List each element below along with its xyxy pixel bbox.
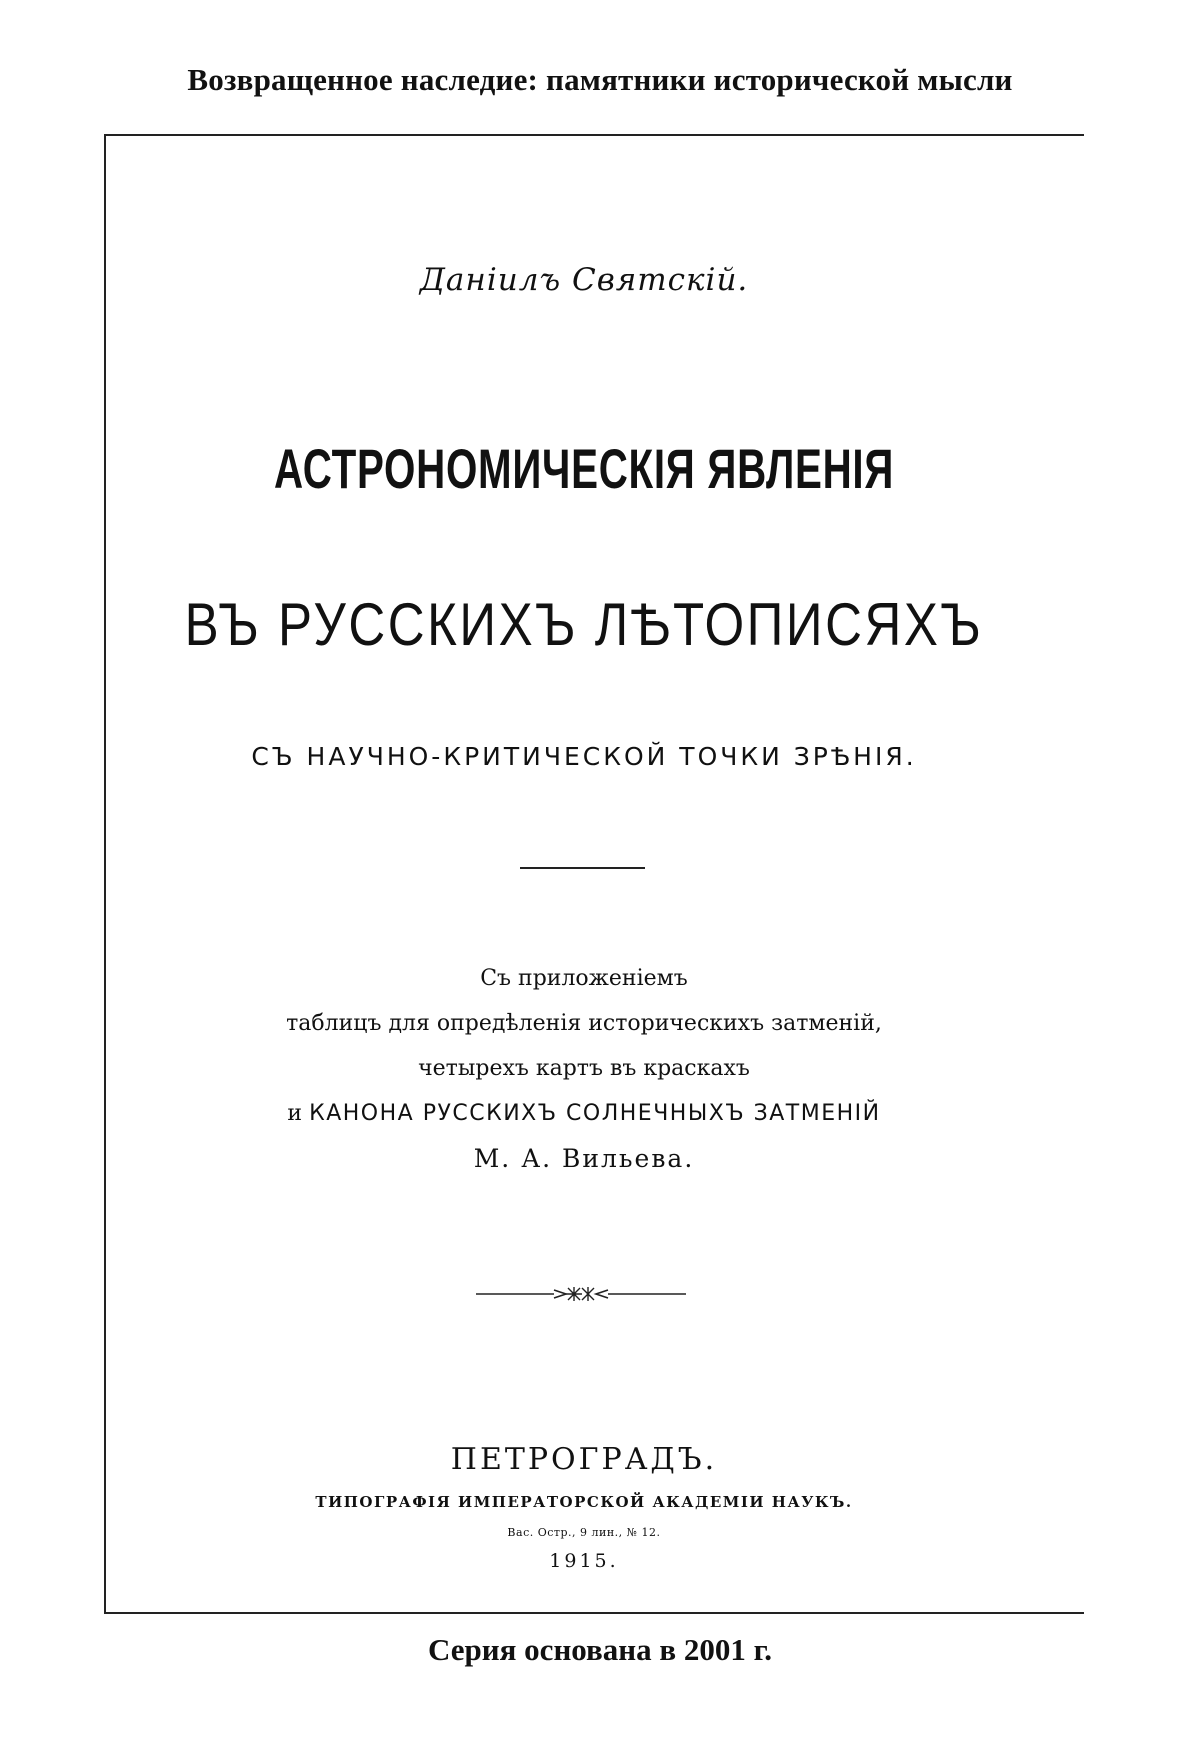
divider-rule xyxy=(520,867,645,869)
appendix-line-2: таблицъ для опредѣленiя историческихъ затменiй, xyxy=(286,1011,882,1036)
imprint-address: Вас. Остр., 9 лин., № 12. xyxy=(507,1526,661,1539)
title-page-frame xyxy=(104,134,1084,1614)
imprint-printer: ТИПОГРАФIЯ ИМПЕРАТОРСКОЙ АКАДЕМIИ НАУКЪ. xyxy=(315,1493,853,1511)
appendix-line-4-prefix: и xyxy=(287,1101,303,1126)
book-title-line-1: АСТРОНОМИЧЕСКIЯ ЯВЛЕНIЯ xyxy=(273,437,895,500)
appendix-line-5: М. А. Вильева. xyxy=(473,1144,695,1173)
imprint-city: ПЕТРОГРАДЪ. xyxy=(450,1442,718,1477)
appendix-line-1: Съ приложенiемъ xyxy=(480,966,688,991)
appendix-line-4 xyxy=(104,1091,1064,1136)
book-title-line-2: ВЪ РУССКИХЪ ЛѢТОПИСЯХЪ xyxy=(184,591,984,658)
appendix-line-3: четырехъ картъ въ краскахъ xyxy=(418,1056,750,1081)
appendix-note xyxy=(104,956,1064,1181)
series-founded-note: Серия основана в 2001 г. xyxy=(428,1632,772,1667)
imprint-year: 1915. xyxy=(549,1550,619,1572)
author-name: Данiилъ Святскiй. xyxy=(419,262,749,298)
ornament-divider-icon xyxy=(476,1286,686,1302)
book-subtitle: СЪ НАУЧНО-КРИТИЧЕСКОЙ ТОЧКИ ЗРѢНIЯ. xyxy=(251,742,917,771)
appendix-line-4-caps: КАНОНА РУССКИХЪ СОЛНЕЧНЫХЪ ЗАТМЕНIЙ xyxy=(309,1101,881,1126)
series-title: Возвращенное наследие: памятники исторической мысли xyxy=(187,62,1013,97)
